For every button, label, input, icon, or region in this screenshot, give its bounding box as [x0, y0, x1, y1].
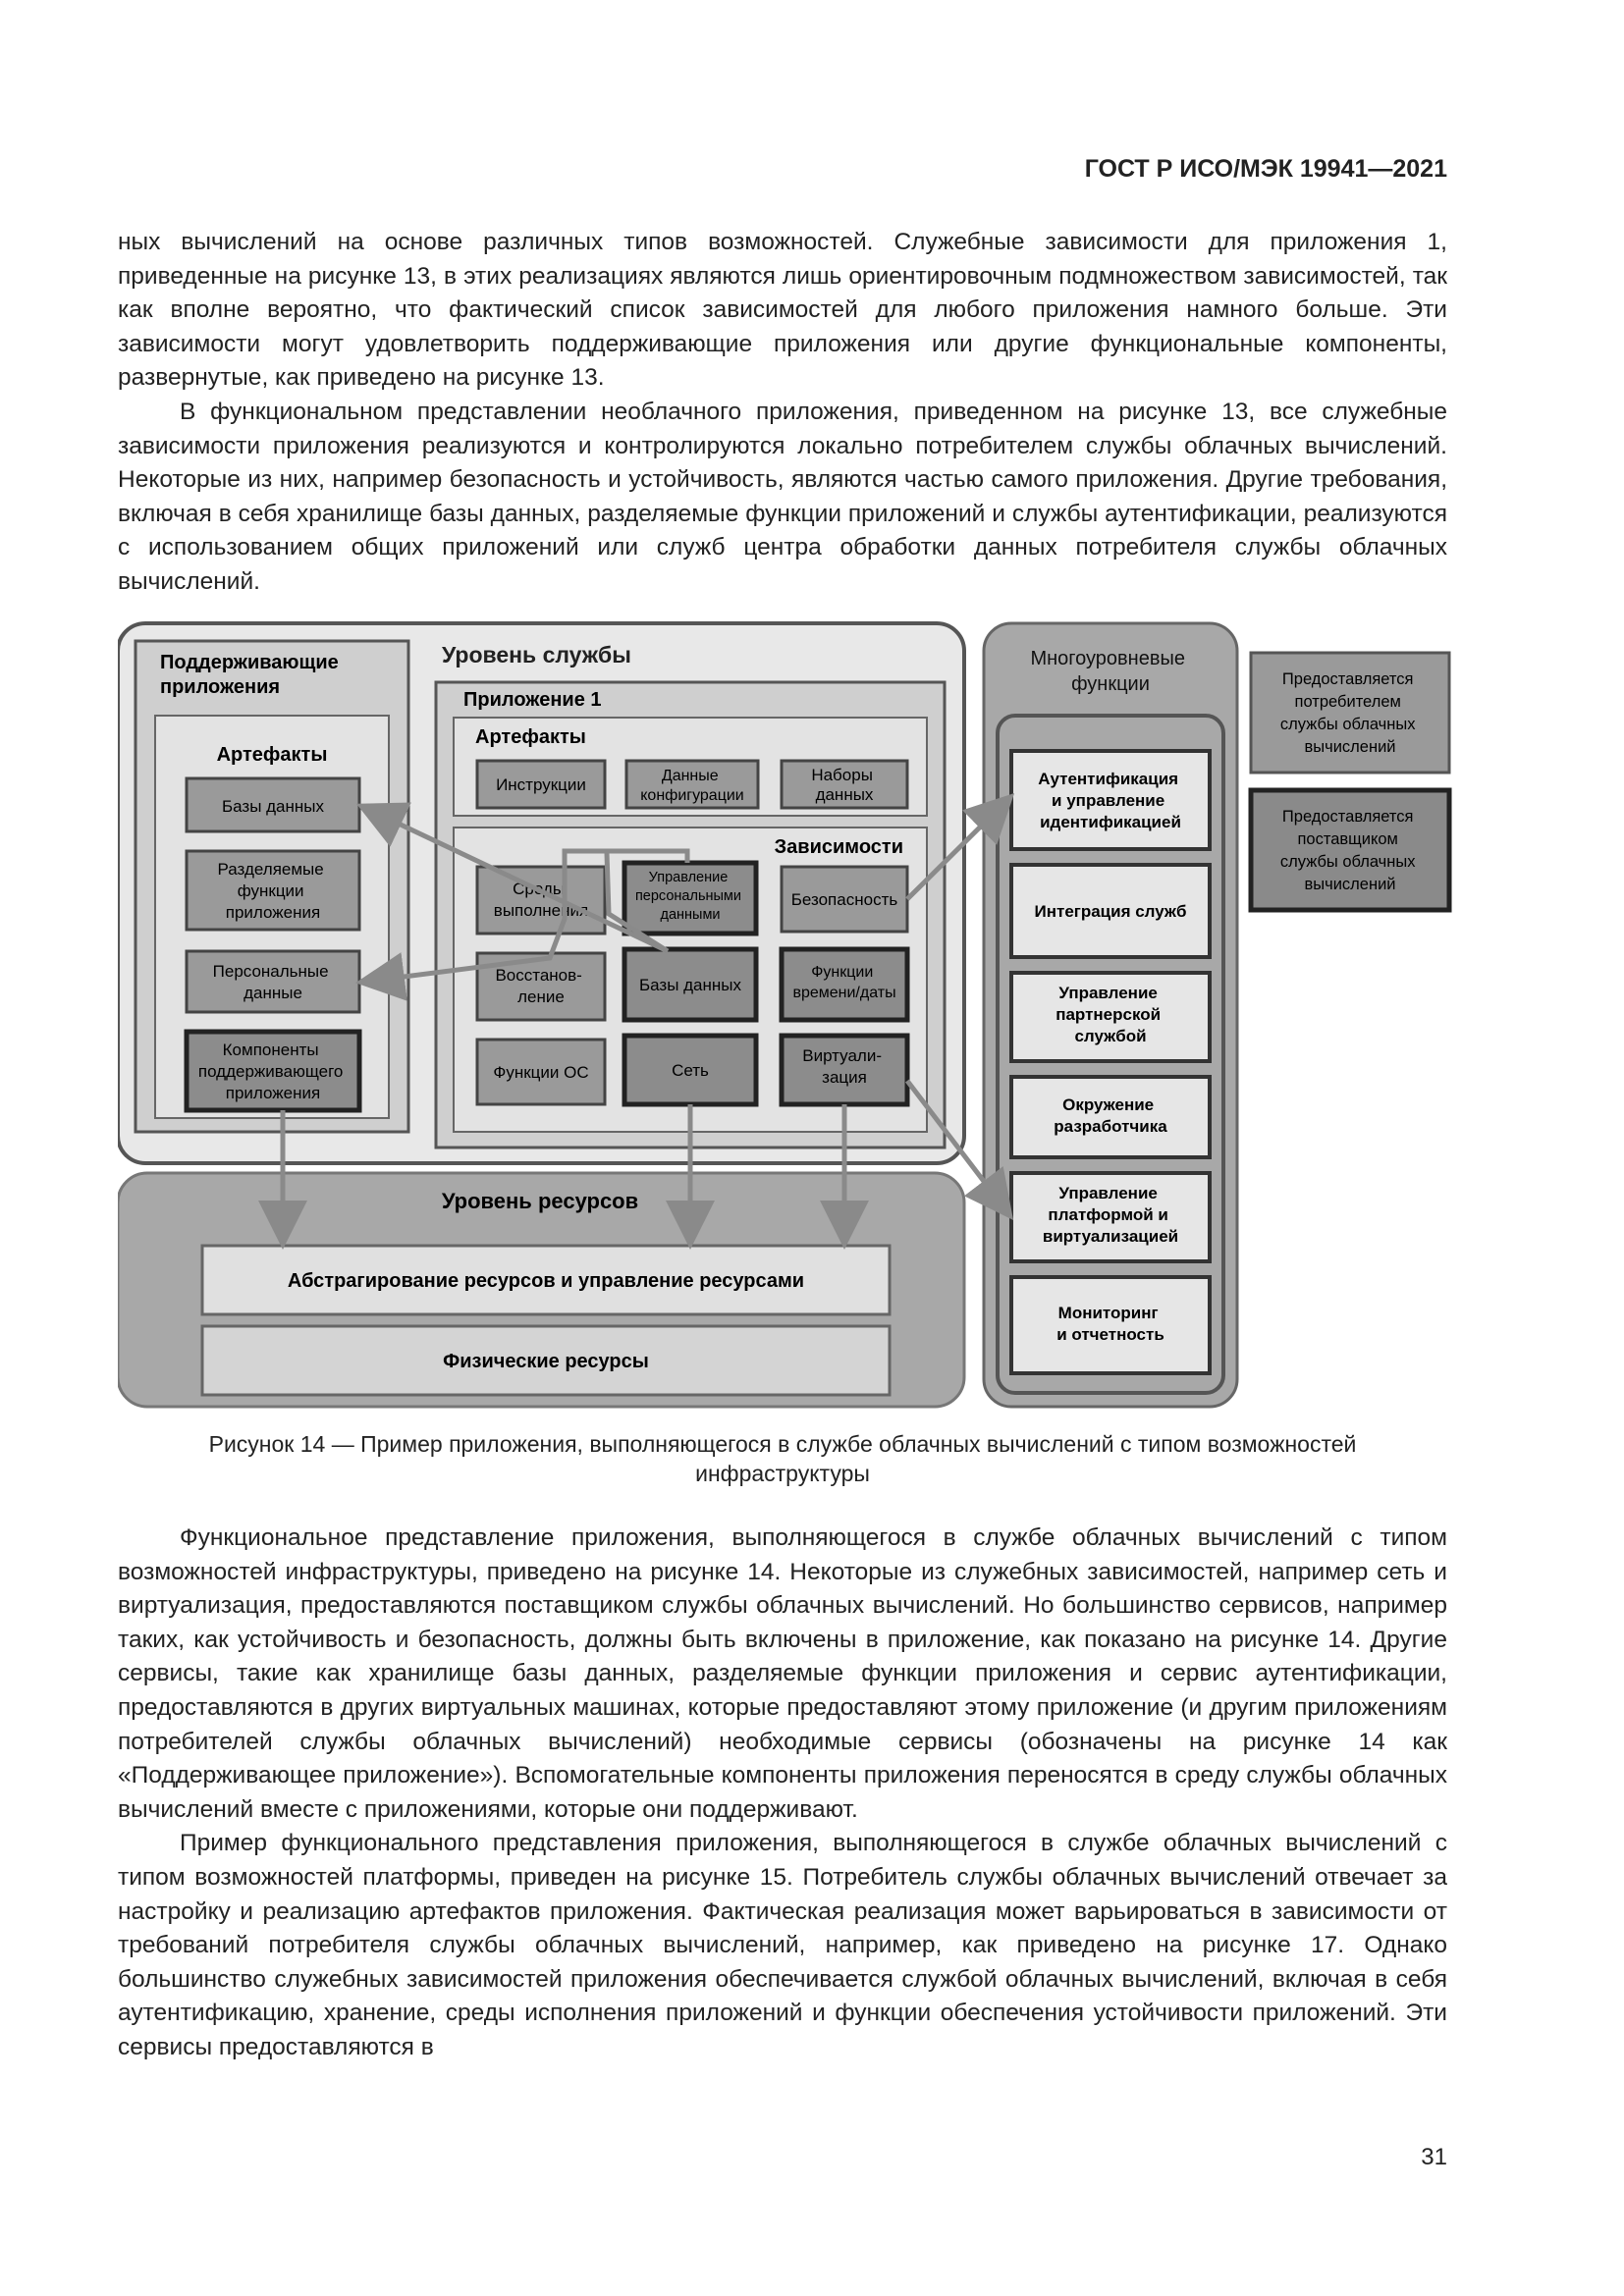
svg-text:Данные конфигурации: Данные конфигурации: [640, 768, 744, 804]
svg-text:Восстанов- ление: Восстанов- ление: [495, 966, 582, 1006]
resource-level-title: Уровень ресурсов: [441, 1189, 639, 1213]
supporting-databases: [187, 778, 359, 831]
supporting-artifacts-title: Артефакты: [216, 744, 328, 766]
supporting-shared-functions: [187, 851, 359, 930]
dep-runtime: [477, 867, 605, 934]
svg-text:Сеть: Сеть: [672, 1061, 709, 1080]
svg-text:Функции ОС: Функции ОС: [493, 1063, 589, 1082]
supporting-personal-data: [187, 951, 359, 1012]
svg-text:Интеграция служб: Интеграция служб: [1034, 902, 1187, 921]
svg-text:Виртуали- зация: Виртуали- зация: [802, 1046, 882, 1087]
ml-platform: [1011, 1173, 1210, 1261]
svg-text:Предоставляется поставщи: Предоставляется поставщиком службы облачных вычислений: [1279, 808, 1416, 893]
legend-provider: [1251, 790, 1449, 910]
svg-text:Разделяемые функции: Разделяемые функции приложения: [217, 860, 324, 922]
dep-security: [782, 867, 907, 932]
dep-databases: [624, 949, 756, 1020]
multilayer-title: Многоуровневые функции: [1030, 648, 1185, 695]
svg-text:Среды выполнения: Среды выполнения: [493, 880, 589, 920]
svg-text:Абстрагирование ресурсов и упр: Абстрагирование ресурсов и управление ресурсами: [287, 1270, 805, 1292]
legend-customer: [1251, 653, 1449, 773]
ml-auth: [1011, 751, 1210, 849]
figure-14: [118, 619, 1453, 1415]
dep-network: [624, 1036, 756, 1104]
svg-text:Аутентификация и управле: Аутентификация и управление идентификацией: [1038, 770, 1181, 831]
svg-text:Физические ресурсы: Физические ресурсы: [443, 1351, 649, 1372]
svg-text:Безопасность: Безопасность: [790, 890, 898, 909]
resource-abstraction: [202, 1246, 890, 1314]
supporting-components: [187, 1032, 359, 1110]
ml-monitoring: [1011, 1277, 1210, 1373]
caption-line-2: инфраструктуры: [695, 1461, 870, 1486]
app1-instructions: [477, 761, 605, 808]
app1-artifacts-title: Артефакты: [475, 726, 586, 748]
paragraph-4: Пример функционального представления приложения, выполняющегося в службе облачных вычислений с типом возможностей платформы, приведен на рисунке 15. Потребитель службы облачных вычислений отвечает за настройку и реализацию артефактов приложения. Фактическая реализация может варьироваться в зависимости от требований потребителя службы облачных вычислений, например, как приведено на рисунке 17. Однако большинство служебных зависимостей приложения обеспечивается службой облачных вычислений, включая в себя аутентификацию, хранение, среды исполнения приложений и функции обеспечения устойчивости приложений. Эти сервисы предоставляются в: [118, 1830, 1447, 2060]
dep-virtualization: [782, 1036, 907, 1104]
svg-text:Базы данных: Базы данных: [221, 797, 325, 816]
svg-text:Управление персональными: Управление персональными данными: [634, 870, 742, 923]
resource-physical: [202, 1326, 890, 1395]
app1-data-sets: [782, 761, 907, 808]
ml-dev-env: [1011, 1077, 1210, 1157]
svg-text:Мониторинг и отчетность: Мониторинг и отчетность: [1056, 1304, 1164, 1344]
svg-text:Управление платформой и: Управление платформой и виртуализацией: [1042, 1184, 1179, 1246]
svg-text:Персональные данные: Персональные данные: [212, 962, 329, 1002]
page-number: 31: [1421, 2144, 1447, 2170]
svg-text:Окружение разработчика: Окружение разработчика: [1054, 1095, 1167, 1136]
svg-text:Управление партнерской: Управление партнерской службой: [1056, 984, 1162, 1045]
svg-text:Функции времени/даты: Функции времени/даты: [792, 964, 896, 1001]
caption-line-1: Рисунок 14 — Пример приложения, выполняющегося в службе облачных вычислений с типом возможностей: [208, 1431, 1357, 1457]
document-id: ГОСТ Р ИСО/МЭК 19941—2021: [1084, 155, 1447, 183]
app1-dependencies-title: Зависимости: [774, 836, 903, 858]
paragraph-1: ных вычислений на основе различных типов возможностей. Служебные зависимости для приложения 1, приведенные на рисунке 13, в этих реализациях являются лишь ориентировочным подмножеством зависимостей, так как вполне вероятно, что фактический список зависимостей для любого приложения намного больше. Эти зависимости могут удовлетворить поддерживающие приложения или другие функциональные компоненты, развернутые, как приведено на рисунке 13.: [118, 229, 1447, 392]
app1-config-data: [626, 761, 758, 808]
svg-text:Базы данных: Базы данных: [638, 976, 742, 994]
paragraph-2: В функциональном представлении необлачного приложения, приведенном на рисунке 13, все служебные зависимости приложения реализуются и контролируются локально потребителем службы облачных вычислений. Некоторые из них, например безопасность и устойчивость, являются частью самого приложения. Другие требования, включая в себя хранилище базы данных, разделяемые функции приложений и службы аутентификации, реализуются с использованием общих приложений или служб центра обработки данных потребителя службы облачных вычислений.: [118, 398, 1447, 595]
app1-title: Приложение 1: [463, 689, 602, 711]
svg-text:Компоненты поддерживающе: Компоненты поддерживающего приложения: [197, 1041, 344, 1102]
paragraph-3: Функциональное представление приложения, выполняющегося в службе облачных вычислений с типом возможностей инфраструктуры, приведено на рисунке 14. Некоторые из служебных зависимостей, например сеть и виртуализация, предоставляются поставщиком службы облачных вычислений. Но большинство сервисов, например таких, как устойчивость и безопасность, должны быть включены в приложение, как показано на рисунке 14. Другие сервисы, такие как хранилище базы данных, разделяемые функции приложения и сервис аутентификации, предоставляются в других виртуальных машинах, которые предоставляют этому приложение (и другим приложениям потребителей службы облачных вычислений) необходимые сервисы (обозначены на рисунке 14 как «Поддерживающее приложение»). Вспомогательные компоненты приложения переносятся в среду службы облачных вычислений вместе с приложениями, которые они поддерживают.: [118, 1524, 1447, 1823]
figure-caption: [118, 1429, 1447, 1488]
text-block-bottom: [118, 1522, 1447, 2065]
supporting-apps-title: Поддерживающие приложения: [160, 652, 339, 698]
dep-personal-data-mgmt: [624, 863, 756, 934]
ml-partner: [1011, 973, 1210, 1061]
svg-text:Предоставляется потребит: Предоставляется потребителем службы облачных вычислений: [1279, 670, 1416, 756]
svg-text:Инструкции: Инструкции: [496, 775, 586, 794]
svg-text:Наборы данных: Наборы данных: [811, 766, 874, 804]
dep-os-functions: [477, 1040, 605, 1104]
text-block-top: [118, 226, 1447, 600]
ml-integration: [1011, 865, 1210, 957]
service-level-title: Уровень службы: [442, 642, 631, 667]
dep-time-functions: [782, 949, 907, 1020]
